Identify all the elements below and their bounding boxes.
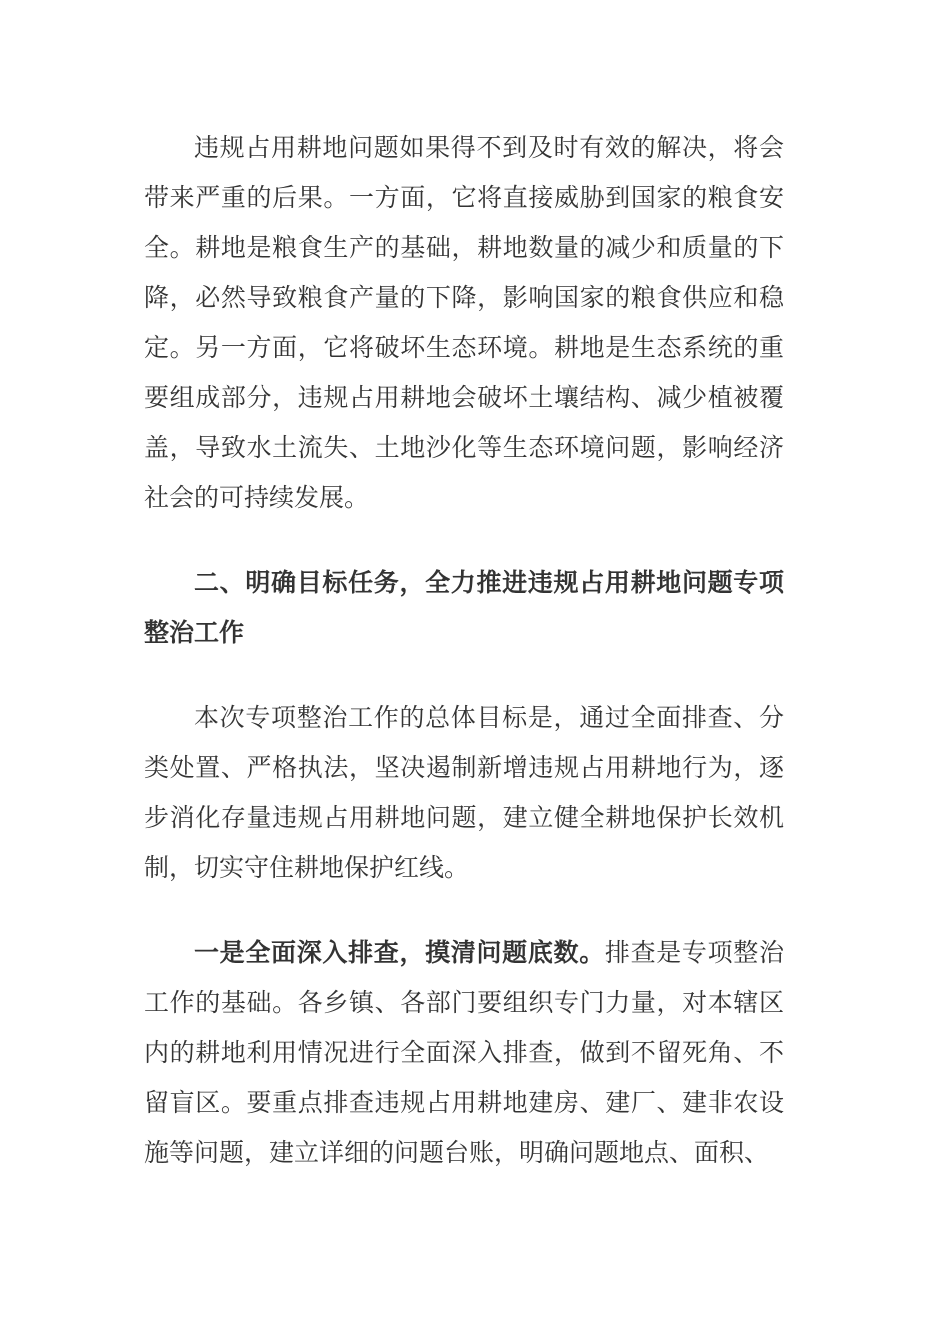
paragraph-body-text: 排查是专项整治工作的基础。各乡镇、各部门要组织专门力量，对本辖区内的耕地利用情况进行全面深入排查，做到不留死角、不留盲区。要重点排查违规占用耕地建房、建厂、建非农设施等问题，建立详细的问题台账，明确问题地点、面积、 — [144, 938, 784, 1167]
paragraph-lead-text: 一是全面深入排查，摸清问题底数。 — [194, 938, 605, 967]
paragraph-consequences: 违规占用耕地问题如果得不到及时有效的解决，将会带来严重的后果。一方面，它将直接威胁到国家的粮食安全。耕地是粮食生产的基础，耕地数量的减少和质量的下降，必然导致粮食产量的下降，影响国家的粮食供应和稳定。另一方面，它将破坏生态环境。耕地是生态系统的重要组成部分，违规占用耕地会破坏土壤结构、减少植被覆盖，导致水土流失、土地沙化等生态环境问题，影响经济社会的可持续发展。 — [144, 133, 784, 512]
paragraph-investigation — [144, 928, 784, 1178]
document-body — [144, 123, 784, 1178]
paragraph-overall-goal: 本次专项整治工作的总体目标是，通过全面排查、分类处置、严格执法，坚决遏制新增违规占用耕地行为，逐步消化存量违规占用耕地问题，建立健全耕地保护长效机制，切实守住耕地保护红线。 — [144, 703, 784, 882]
section-heading-2: 二、明确目标任务，全力推进违规占用耕地问题专项整治工作 — [144, 568, 784, 647]
